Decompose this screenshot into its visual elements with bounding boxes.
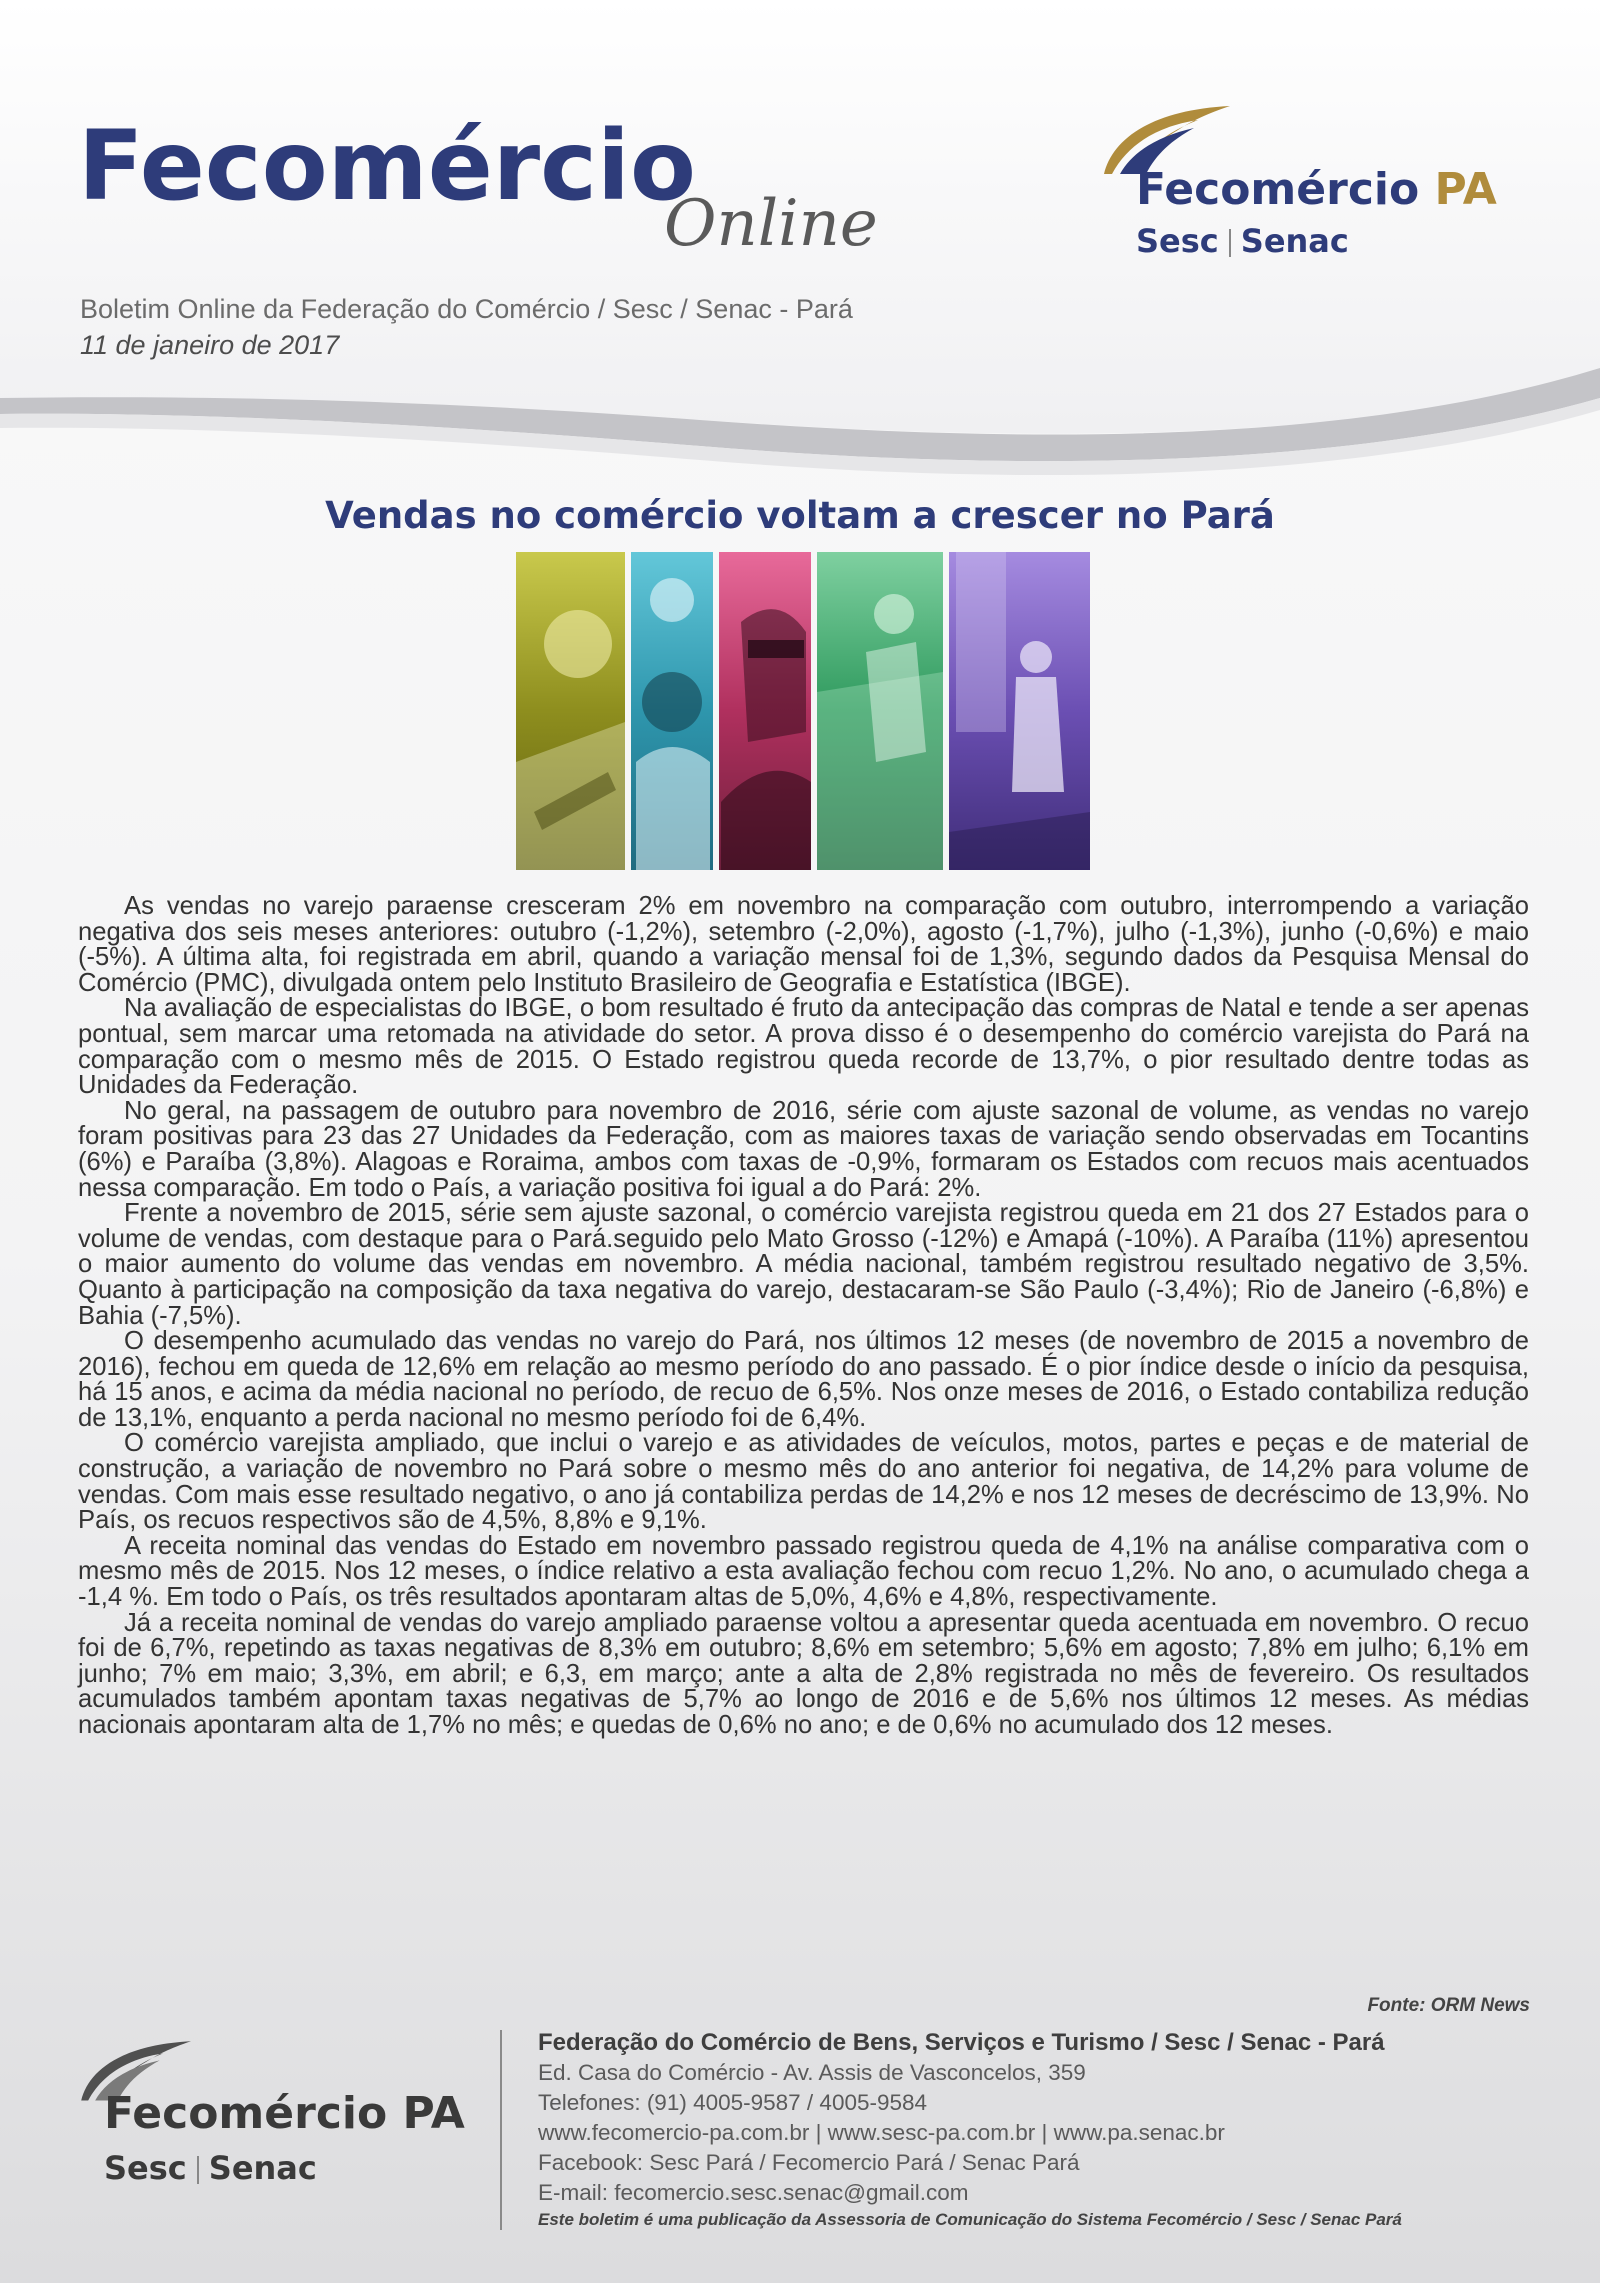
article-paragraph: Frente a novembro de 2015, série sem ajuste sazonal, o comércio varejista registrou queda em 21 dos 27 Estados para o volume de vendas, com destaque para o Pará.seguido pelo Mato Grosso (-12%) e Amapá (-10%). A Paraíba (11%) apresentou o maior aumento do volume das vendas em novembro. A média nacional, também registrou resultado negativo de 3,5%. Quanto à participação na composição da taxa negativa do varejo, destacaram-se São Paulo (-3,4%); Rio de Janeiro (-6,8%) e Bahia (-7,5%).	[78, 1199, 1529, 1330]
logo-subtext-bottom	[104, 2149, 317, 2187]
article-paragraph: As vendas no varejo paraense cresceram 2% em novembro na comparação com outubro, interrompendo a variação negativa dos seis meses anteriores: outubro (-1,2%), setembro (-2,0%), agosto (-1,7%), julho (-1,3%), junho (-0,6%) e maio (-5%). A última alta, foi registrada em abril, quando a variação mensal foi de 1,3%, segundo dados da Pesquisa Mensal do Comércio (PMC), divulgada ontem pelo Instituto Brasileiro de Geografia e Estatística (IBGE).	[78, 892, 1529, 997]
logo-text-bottom	[104, 2088, 465, 2139]
footer-address: Ed. Casa do Comércio - Av. Assis de Vasconcelos, 359	[538, 2060, 1086, 2085]
footer-note: Este boletim é uma publicação da Assessoria de Comunicação do Sistema Fecomércio / Sesc / Senac Pará	[538, 2210, 1402, 2229]
footer-divider	[500, 2030, 502, 2230]
logo-sesc: Sesc	[104, 2149, 187, 2187]
photo-panel-pink	[719, 552, 811, 870]
logo-senac: Senac	[1240, 222, 1349, 260]
article-paragraph: Na avaliação de especialistas do IBGE, o bom resultado é fruto da antecipação das compras de Natal e tende a ser apenas pontual, sem marcar uma retomada na atividade do setor. A prova disso é o desempenho do comércio varejista do Pará na comparação com o mesmo mês de 2015. O Estado registrou queda recorde de 13,7%, o pior resultado dentre todas as Unidades da Federação.	[78, 994, 1529, 1100]
article-body	[78, 894, 1529, 1739]
article-paragraph: A receita nominal das vendas do Estado em novembro passado registrou queda de 4,1% na análise comparativa com o mesmo mês de 2015. Nos 12 meses, o índice relativo a esta avaliação fechou com recuo 1,2%. No ano, o acumulado chega a -1,4 %. Em todo o País, os três resultados apontaram altas de 5,0%, 4,6% e 4,8%, respectivamente.	[78, 1531, 1529, 1612]
photo-panel-yellow	[516, 552, 625, 870]
logo-sesc: Sesc	[1136, 222, 1219, 260]
logo-senac: Senac	[208, 2149, 317, 2187]
logo-region: PA	[1434, 164, 1497, 215]
footer-info	[538, 2028, 1538, 2230]
masthead-title: Fecomércio	[78, 110, 696, 222]
article-paragraph: O comércio varejista ampliado, que inclui o varejo e as atividades de veículos, motos, partes e peças e de material de construção, a variação de novembro no Pará sobre o mesmo mês do ano anterior foi negativa, de 14,2% para volume de vendas. Com mais esse resultado negativo, o ano já contabiliza perdas de 14,2% e nos 12 meses de decréscimo de 13,9%. No País, os recuos respectivos são de 4,5%, 8,8% e 9,1%.	[78, 1429, 1529, 1535]
logo-divider	[1229, 229, 1231, 257]
footer-phones: Telefones: (91) 4005-9587 / 4005-9584	[538, 2090, 928, 2115]
logo-region: PA	[402, 2088, 465, 2139]
logo-name: Fecomércio	[104, 2088, 388, 2139]
logo-divider	[197, 2156, 199, 2184]
footer-email[interactable]: E-mail: fecomercio.sesc.senac@gmail.com	[538, 2180, 969, 2205]
footer-organization: Federação do Comércio de Bens, Serviços e Turismo / Sesc / Senac - Pará	[538, 2029, 1385, 2056]
photo-panel-green	[817, 552, 943, 870]
photo-panel-purple	[949, 552, 1090, 870]
article-paragraph: O desempenho acumulado das vendas no varejo do Pará, nos últimos 12 meses (de novembro de 2015 a novembro de 2016), fechou em queda de 12,6% em relação ao mesmo período do ano passado. É o pior índice desde o início da pesquisa, há 15 anos, e acima da média nacional no período, de recuo de 6,5%. Nos onze meses de 2016, o Estado contabiliza redução de 13,1%, enquanto a perda nacional no mesmo período foi de 6,4%.	[78, 1327, 1529, 1432]
article-headline: Vendas no comércio voltam a crescer no Pará	[325, 494, 1275, 537]
logo-subtext-top	[1136, 222, 1349, 260]
article-source: Fonte: ORM News	[1367, 1995, 1530, 2016]
article-paragraph: No geral, na passagem de outubro para novembro de 2016, série com ajuste sazonal de volume, as vendas no varejo foram positivas para 23 das 27 Unidades da Federação, com as maiores taxas de variação sendo observadas em Tocantins (6%) e Paraíba (3,8%). Alagoas e Roraima, ambos com taxas de -0,9%, formaram os Estados com recuos mais acentuados nessa comparação. Em todo o País, a variação positiva foi igual a do Pará: 2%.	[78, 1096, 1529, 1202]
masthead-date: 11 de janeiro de 2017	[80, 330, 340, 360]
masthead-script: Online	[664, 187, 878, 261]
logo-name: Fecomércio	[1136, 164, 1420, 215]
masthead-subtitle: Boletim Online da Federação do Comércio / Sesc / Senac - Pará	[80, 294, 853, 324]
photo-strip	[516, 552, 1090, 870]
logo-text-top	[1136, 164, 1497, 215]
footer-websites[interactable]: www.fecomercio-pa.com.br | www.sesc-pa.com.br | www.pa.senac.br	[538, 2120, 1225, 2145]
footer-facebook: Facebook: Sesc Pará / Fecomercio Pará / Senac Pará	[538, 2150, 1080, 2175]
article-paragraph: Já a receita nominal de vendas do varejo ampliado paraense voltou a apresentar queda acentuada em novembro. O recuo foi de 6,7%, repetindo as taxas negativas de 8,3% em outubro; 8,6% em setembro; 5,6% em agosto; 7,8% em julho; 6,1% em junho; 7% em maio; 3,3%, em abril; e 6,3, em março; ante a alta de 2,8% registrada no mês de fevereiro. Os resultados acumulados também apontam taxas negativas de 5,7% ao longo de 2016 e de 5,6% nos últimos 12 meses. As médias nacionais apontaram alta de 1,7% no mês; e quedas de 0,6% no ano; e de 0,6% no acumulado dos 12 meses.	[78, 1608, 1529, 1739]
photo-panel-cyan	[631, 552, 713, 870]
